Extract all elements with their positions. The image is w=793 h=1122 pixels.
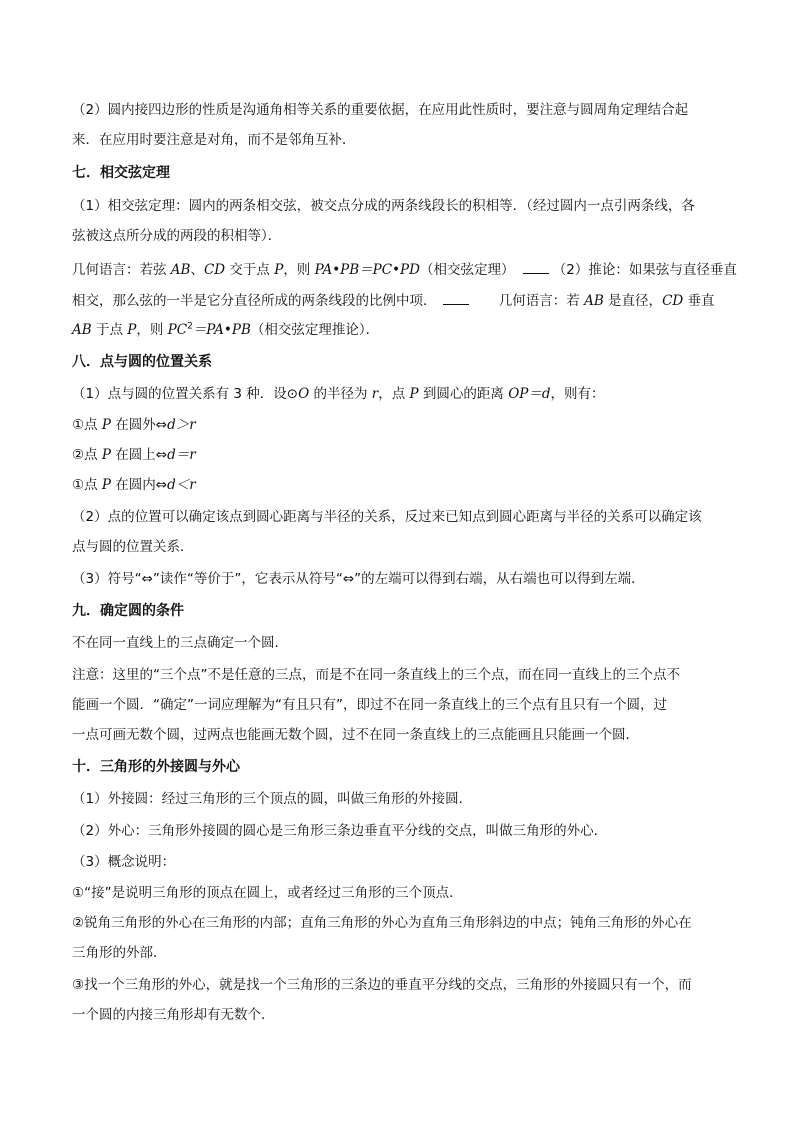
text: （2）推论：如果弦与直径垂直 [552, 262, 737, 278]
text: 交于点 [225, 262, 275, 278]
math-pc: PC [167, 322, 188, 338]
text: 垂直 [683, 293, 715, 309]
list-item [72, 476, 196, 494]
section-heading: 九．确定圆的条件 [72, 603, 184, 619]
paragraph-line: （1）相交弦定理：圆内的两条相交弦，被交点分成的两条线段长的积相等．（经过圆内一点引两条线，各 [72, 198, 695, 214]
paragraph-line: （1）外接圆：经过三角形的三个顶点的圆，叫做三角形的外接圆． [72, 791, 473, 807]
section-heading: 十．三角形的外接圆与外心 [72, 759, 240, 775]
text: 几何语言：若弦 [72, 262, 171, 278]
text: （相交弦定理推论）． [250, 322, 380, 338]
list-item: ①“接”是说明三角形的顶点在圆上，或者经过三角形的三个顶点． [72, 885, 463, 901]
math-r: r [371, 386, 379, 402]
text: ①点 [72, 477, 102, 493]
text: ，则有： [550, 386, 605, 402]
math-p: P [409, 386, 419, 402]
math-cd: CD [662, 293, 684, 309]
text: 在圆上⇔ [111, 447, 168, 463]
paragraph-line: （3）概念说明： [72, 854, 176, 870]
list-item: 一个圆的内接三角形却有无数个． [72, 1007, 275, 1023]
text: 的半径为 [309, 386, 372, 402]
geometry-statement [72, 291, 715, 310]
math-p: P [101, 477, 111, 493]
paragraph-line: 来．在应用时要注意是对角，而不是邻角互补． [72, 132, 356, 148]
math-o: O [298, 386, 310, 402]
text: 相交，那么弦的一半是它分直径所成的两条线段的比例中项． [72, 293, 437, 309]
paragraph-line: 注意：这里的“三个点”不是任意的三点，而是不在同一条直线上的三个点，而在同一直线上的三个点不 [72, 667, 680, 683]
text: 在圆内⇔ [111, 477, 168, 493]
math-ab: AB [170, 262, 191, 278]
text: ，则 [136, 322, 168, 338]
math-equation: PA•PB＝PC•PD [314, 262, 420, 278]
text: ，点 [378, 386, 410, 402]
section-heading: 七．相交弦定理 [72, 165, 170, 181]
paragraph-line: （2）点的位置可以确定该点到圆心距离与半径的关系，反过来已知点到圆心距离与半径的关系可以确定该 [72, 509, 702, 525]
paragraph-line: 能画一个圆．“确定”一词应理解为“有且只有”，即过不在同一条直线上的三个点有且只有一个圆，过 [72, 697, 667, 713]
paragraph-line [72, 385, 605, 403]
text: ①点 [72, 417, 102, 433]
list-item: 三角形的外部． [72, 945, 167, 961]
list-item [72, 446, 196, 464]
text: 在圆外⇔ [111, 417, 168, 433]
list-item: ②锐角三角形的外心在三角形的内部；直角三角形的外心为直角三角形斜边的中点；钝角三角形的外心在 [72, 915, 692, 931]
paragraph-line: （2）外心：三角形外接圆的圆心是三角形三条边垂直平分线的交点，叫做三角形的外心． [72, 823, 608, 839]
math-relation: d＞r [167, 417, 196, 433]
text: （1）点与圆的位置关系有 3 种．设⊙ [72, 386, 299, 402]
text: ，则 [283, 262, 315, 278]
math-p: P [127, 322, 137, 338]
paragraph-line: （2）圆内接四边形的性质是沟通角相等关系的重要依据，在应用此性质时，要注意与圆周角定理结合起 [72, 102, 689, 118]
paragraph-line: 一点可画无数个圆，过两点也能画无数个圆，过不在同一条直线上的三点能画且只能画一个圆． [72, 727, 639, 743]
text: ②点 [72, 447, 102, 463]
math-cd: CD [203, 262, 226, 278]
paragraph-line: 弦被这点所分成的两段的积相等）． [72, 228, 282, 244]
section-heading: 八．点与圆的位置关系 [72, 354, 212, 370]
geometry-statement [72, 321, 379, 339]
text: 几何语言：若 [498, 293, 585, 309]
math-p: P [101, 447, 111, 463]
math-relation: d＝r [167, 447, 196, 463]
text: 是直径， [603, 293, 663, 309]
list-item [72, 416, 196, 434]
math-equation: ＝PA•PB [192, 322, 251, 338]
math-relation: d＜r [167, 477, 196, 493]
math-ab: AB [72, 322, 92, 338]
text: 于点 [91, 322, 128, 338]
text: 、 [190, 262, 204, 278]
text: 到圆心的距离 [418, 386, 509, 402]
answer-blank [443, 291, 469, 305]
math-p: P [274, 262, 284, 278]
paragraph-line: 点与圆的位置关系． [72, 539, 194, 555]
answer-blank [523, 260, 549, 274]
paragraph-line: 不在同一直线上的三点确定一个圆． [72, 635, 288, 651]
math-exponent: 2 [187, 321, 193, 332]
math-op: OP＝d [508, 386, 551, 402]
geometry-statement [72, 260, 737, 279]
text: （相交弦定理） [419, 262, 515, 278]
list-item: ③找一个三角形的外心，就是找一个三角形的三条边的垂直平分线的交点，三角形的外接圆只有一个，而 [72, 977, 692, 993]
paragraph-line: （3）符号“⇔”读作“等价于”，它表示从符号“⇔”的左端可以得到右端，从右端也可以得到左端． [72, 571, 645, 587]
math-p: P [101, 417, 111, 433]
math-ab: AB [584, 293, 604, 309]
